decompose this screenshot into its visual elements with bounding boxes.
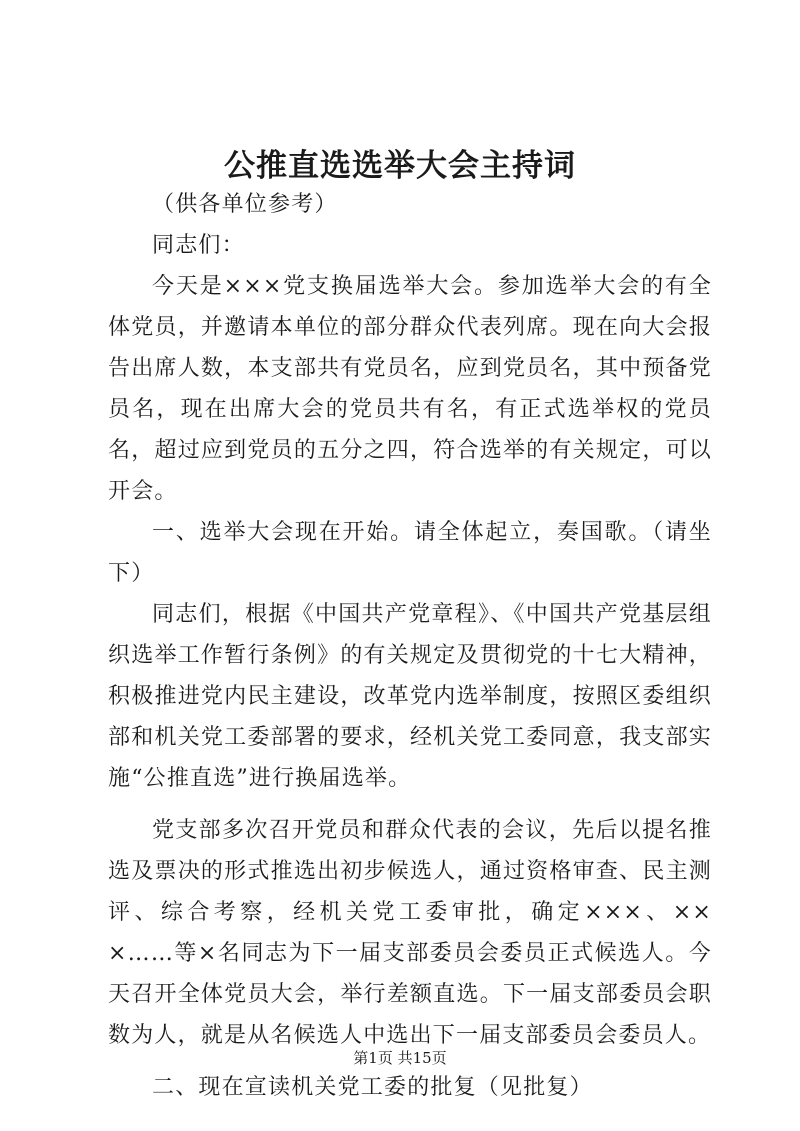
body-paragraph: 二、现在宣读机关党工委的批复（见批复）	[152, 1075, 593, 1100]
document-body	[108, 184, 712, 1108]
salutation-paragraph: 同志们：	[152, 233, 245, 258]
page-footer: 第1页 共15页	[353, 1049, 447, 1067]
body-paragraph: 党支部多次召开党员和群众代表的会议，先后以提名推选及票决的形式推选出初步候选人，通过资格审查、民主测评、综合考察，经机关党工委审批，确定×××、×××……等×名同志为下一届支部委员会委员正式候选人。今天召开全体党员大会，举行差额直选。下一届支部委员会职数为人，就是从名候选人中选出下一届支部委员会委员人。	[108, 818, 712, 1048]
note-paragraph: （供各单位参考）	[152, 192, 338, 217]
document-title: 公推直选选举大会主持词	[224, 148, 576, 184]
body-paragraph: 今天是×××党支换届选举大会。参加选举大会的有全体党员，并邀请本单位的部分群众代表列席。现在向大会报告出席人数，本支部共有党员名，应到党员名，其中预备党员名，现在出席大会的党员共有名，有正式选举权的党员名，超过应到党员的五分之四，符合选举的有关规定，可以开会。	[108, 274, 712, 504]
body-paragraph: 一、选举大会现在开始。请全体起立，奏国歌。（请坐下）	[108, 520, 712, 586]
body-paragraph: 同志们，根据《中国共产党章程》、《中国共产党基层组织选举工作暂行条例》的有关规定及贯彻党的十七大精神，积极推进党内民主建设，改革党内选举制度，按照区委组织部和机关党工委部署的要求，经机关党工委同意，我支部实施“公推直选”进行换届选举。	[108, 602, 712, 791]
